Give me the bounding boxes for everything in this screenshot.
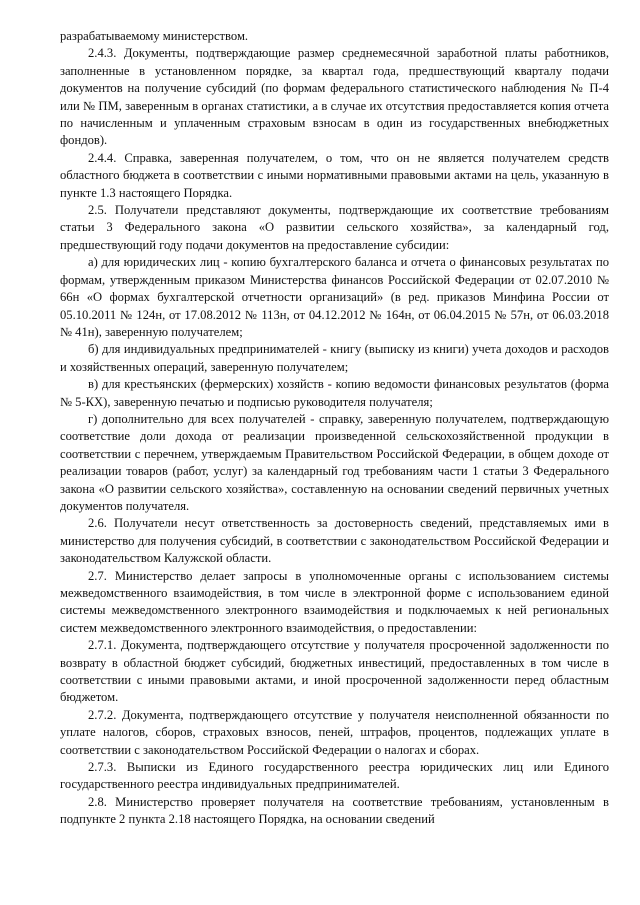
paragraph-2-5: 2.5. Получатели представляют документы, подтверждающие их соответствие требованиям статьи 3 Федерального закона «О развитии сельского хозяйства», за календарный год, предшествующий году подачи документов на предоставление субсидии: — [60, 203, 609, 252]
paragraph-2-7-1: 2.7.1. Документа, подтверждающего отсутствие у получателя просроченной задолженности по возврату в областной бюджет субсидий, бюджетных инвестиций, предоставленных в том числе в соответствии с иными правовыми актами, и иной просроченной задолженности перед областным бюджетом. — [60, 638, 609, 705]
document-page — [60, 28, 609, 829]
paragraph-2-5-b: б) для индивидуальных предпринимателей - книгу (выписку из книги) учета доходов и расходов и хозяйственных операций, заверенную получателем; — [60, 342, 609, 374]
paragraph-2-4-3: 2.4.3. Документы, подтверждающие размер среднемесячной заработной платы работников, заполненные в установленном порядке, за квартал года, предшествующий кварталу подачи документов на получение субсидий (по формам федерального статистического наблюдения № П-4 или № ПМ, заверенным в органах статистики, а в случае их отсутствия предоставляется копия отчета по начисленным и уплаченным страховым взносам в один из государственных внебюджетных фондов). — [60, 46, 609, 148]
paragraph-2-5-v: в) для крестьянских (фермерских) хозяйств - копию ведомости финансовых результатов (форма № 5-КХ), заверенную печатью и подписью руководителя получателя; — [60, 377, 609, 409]
paragraph-2-4-4: 2.4.4. Справка, заверенная получателем, о том, что он не является получателем средств областного бюджета в соответствии с иными нормативными правовыми актами на цель, указанную в пункте 1.3 настоящего Порядка. — [60, 150, 609, 200]
paragraph-2-7-2: 2.7.2. Документа, подтверждающего отсутствие у получателя неисполненной обязанности по уплате налогов, сборов, страховых взносов, пеней, штрафов, процентов, подлежащих уплате в соответствии с законодательством Российской Федерации о налогах и сборах. — [60, 707, 609, 757]
paragraph-2-5-g: г) дополнительно для всех получателей - справку, заверенную получателем, подтверждающую соответствие доли дохода от реализации произведенной сельскохозяйственной продукции в соответствии с перечнем, утверждаемым Правительством Российской Федерации, в общем доходе от реализации товаров (работ, услуг) за календарный год требованиям части 1 статьи 3 Федерального закона «О развитии сельского хозяйства», составленную на основании сведений первичных учетных документов получателя. — [60, 411, 609, 513]
paragraph-2-8: 2.8. Министерство проверяет получателя на соответствие требованиям, установленным в подпункте 2 пункта 2.18 настоящего Порядка, на основании сведений — [60, 794, 609, 827]
paragraph-2-7-3: 2.7.3. Выписки из Единого государственного реестра юридических лиц или Единого государственного реестра индивидуальных предпринимателей. — [60, 760, 609, 792]
paragraph-2-5-a: а) для юридических лиц - копию бухгалтерского баланса и отчета о финансовых результатах по формам, утвержденным приказом Министерства финансов Российской Федерации от 02.07.2010 № 66н «О формах бухгалтерской отчетности организаций» (в ред. приказов Минфина России от 05.10.2011 № 124н, от 17.08.2012 № 113н, от 04.12.2012 № 164н, от 06.04.2015 № 57н, от 06.03.2018 № 41н), заверенную получателем; — [60, 255, 609, 339]
paragraph-2-6: 2.6. Получатели несут ответственность за достоверность сведений, представляемых ими в министерство для получения субсидий, в соответствии с законодательством Российской Федерации и законодательством Калужской области. — [60, 516, 609, 566]
paragraph-2-7: 2.7. Министерство делает запросы в уполномоченные органы с использованием системы межведомственного взаимодействия, в том числе в электронной форме с использованием единой системы межведомственного электронного взаимодействия и подключаемых к ней региональных систем межведомственного электронного взаимодействия, о предоставлении: — [60, 568, 609, 635]
paragraph-continuation: разрабатываемому министерством. — [60, 29, 249, 43]
